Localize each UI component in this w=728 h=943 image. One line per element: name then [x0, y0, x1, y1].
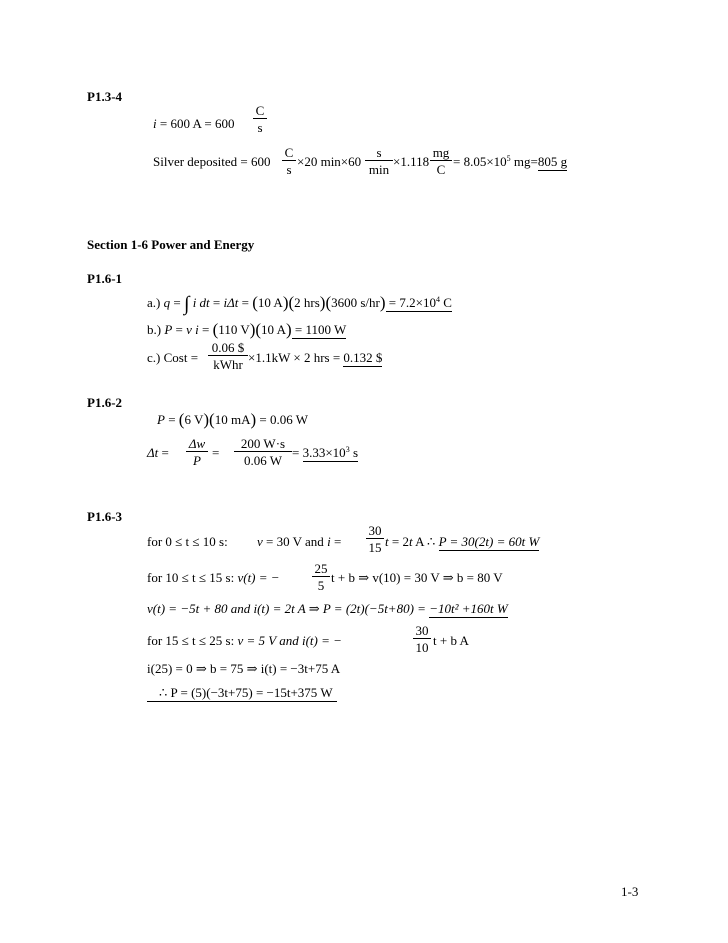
- p163-line6: ∴ P = (5)(−3t+75) = −15t+375 W: [147, 686, 337, 699]
- p163-fraction-30-15: $\frac{30}{15}$: [366, 524, 384, 554]
- p163-fraction-25-5: $\frac{25}{5}$: [312, 562, 330, 592]
- heading-p1-6-1: P1.6-1: [87, 271, 123, 286]
- p161-line-c-label: c.) Cost =: [147, 350, 199, 365]
- p162-line2-lhs: Δt =: [147, 445, 169, 460]
- heading-p1-3-4: P1.3-4: [87, 89, 123, 104]
- p163-line3: v(t) = −5t + 80 and i(t) = 2t A ⇒ P = (2t)(−5t+80) = −10t² +160t W: [147, 601, 508, 616]
- p134-fraction-c-s: $\frac{C}{s}$: [282, 146, 296, 176]
- p163-line2-rest: t + b ⇒ v(10) = 30 V ⇒ b = 80 V: [331, 570, 503, 585]
- p163-line5: i(25) = 0 ⇒ b = 75 ⇒ i(t) = −3t+75 A: [147, 661, 341, 676]
- p163-line4-rest: t + b A: [433, 633, 469, 648]
- p162-fraction-ws: $\frac{200 W\cdot s}{0.06 W}$: [234, 437, 292, 467]
- section-heading: Section 1-6 Power and Energy: [87, 237, 255, 252]
- heading-p1-6-2: P1.6-2: [87, 395, 123, 410]
- p162-eq2: =: [212, 445, 220, 460]
- p162-line1: P = (6 V)(10 mA) = 0.06 W: [157, 410, 308, 429]
- p134-fraction-s-min: s min: [365, 146, 393, 176]
- p163-line2-range: for 10 ≤ t ≤ 15 s: v(t) = −: [147, 570, 280, 585]
- p162-fraction-dw-p: $\frac{\Delta w}{P}$: [186, 437, 208, 467]
- p134-silver-deposited: Silver deposited = 600: [153, 154, 271, 169]
- p161-fraction-cost: 0.06 $ kWhr: [208, 341, 248, 371]
- p162-result: = $3.33\times 10^3$ s: [292, 445, 358, 460]
- p134-line1: i = 600 A = 600: [153, 116, 235, 131]
- heading-p1-6-3: P1.6-3: [87, 509, 123, 524]
- p163-line1-v: v = 30 V and i =: [257, 534, 342, 549]
- p161-line-c-rest: ×1.1kW × 2 hrs = 0.132 $: [248, 350, 383, 365]
- p163-line4-range: for 15 ≤ t ≤ 25 s: v = 5 V and i(t) = −: [147, 633, 342, 648]
- p134-result: = $8.05\times 10^5$ mg=805 g: [453, 154, 568, 169]
- p134-fraction-c-over-s: $\frac{C}{s}$: [253, 104, 267, 134]
- p163-fraction-30-10: $\frac{30}{10}$: [413, 624, 431, 654]
- p134-mid2: ×1.118: [393, 154, 430, 169]
- p163-line1-rest: t = 2t A ∴ P = 30(2t) = 60t W: [385, 534, 540, 549]
- p161-line-b: b.) P = v i = (110 V)(10 A) = 1100 W: [147, 320, 347, 339]
- p161-line-a: a.) q = ∫ i dt = iΔt = (10 A)(2 hrs)(3600 $s/hr) = 7.2\times 10^4$ C: [147, 293, 452, 315]
- p134-mid: ×20 min×60: [297, 154, 362, 169]
- p134-fraction-mg-c: $\frac{mg}{C}$: [430, 146, 452, 176]
- page-number: 1-3: [621, 884, 639, 899]
- p163-line1-range: for 0 ≤ t ≤ 10 s:: [147, 534, 228, 549]
